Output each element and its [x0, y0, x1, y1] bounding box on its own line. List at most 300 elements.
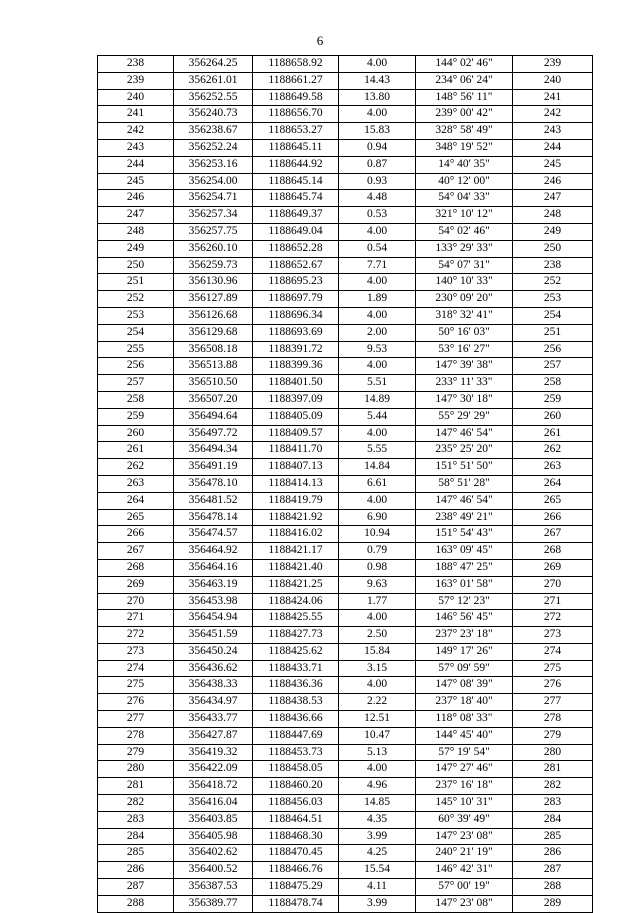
table-row: [98, 559, 593, 576]
y-coordinate-cell: 1188649.04: [253, 223, 339, 240]
point-from-cell: 250: [98, 257, 174, 274]
distance-cell: 14.84: [339, 459, 416, 476]
page-number: 6: [316, 33, 324, 48]
distance-cell: 4.00: [339, 223, 416, 240]
table-row: [98, 627, 593, 644]
y-coordinate-cell: 1188652.67: [253, 257, 339, 274]
x-coordinate-cell: 356126.68: [174, 307, 253, 324]
x-coordinate-cell: 356238.67: [174, 123, 253, 140]
distance-cell: 6.90: [339, 509, 416, 526]
distance-cell: 0.87: [339, 156, 416, 173]
bearing-cell: 147° 08' 39": [416, 677, 513, 694]
point-from-cell: 282: [98, 795, 174, 812]
y-coordinate-cell: 1188416.02: [253, 526, 339, 543]
distance-cell: 2.50: [339, 627, 416, 644]
table-row: [98, 744, 593, 761]
y-coordinate-cell: 1188407.13: [253, 459, 339, 476]
y-coordinate-cell: 1188399.36: [253, 358, 339, 375]
x-coordinate-cell: 356491.19: [174, 459, 253, 476]
x-coordinate-cell: 356494.64: [174, 408, 253, 425]
distance-cell: 4.00: [339, 677, 416, 694]
table-row: [98, 828, 593, 845]
point-from-cell: 266: [98, 526, 174, 543]
distance-cell: 2.22: [339, 694, 416, 711]
y-coordinate-cell: 1188697.79: [253, 291, 339, 308]
distance-cell: 5.55: [339, 442, 416, 459]
x-coordinate-cell: 356436.62: [174, 660, 253, 677]
point-to-cell: 284: [513, 811, 593, 828]
distance-cell: 3.99: [339, 828, 416, 845]
table-row: [98, 375, 593, 392]
x-coordinate-cell: 356478.14: [174, 509, 253, 526]
table-row: [98, 56, 593, 73]
bearing-cell: 348° 19' 52": [416, 139, 513, 156]
point-from-cell: 255: [98, 341, 174, 358]
point-from-cell: 243: [98, 139, 174, 156]
y-coordinate-cell: 1188401.50: [253, 375, 339, 392]
table-row: [98, 274, 593, 291]
bearing-cell: 147° 27' 46": [416, 761, 513, 778]
distance-cell: 4.00: [339, 358, 416, 375]
y-coordinate-cell: 1188658.92: [253, 56, 339, 73]
point-from-cell: 245: [98, 173, 174, 190]
y-coordinate-cell: 1188649.37: [253, 207, 339, 224]
bearing-cell: 60° 39' 49": [416, 811, 513, 828]
point-from-cell: 242: [98, 123, 174, 140]
point-from-cell: 271: [98, 610, 174, 627]
distance-cell: 0.94: [339, 139, 416, 156]
point-to-cell: 273: [513, 627, 593, 644]
y-coordinate-cell: 1188419.79: [253, 492, 339, 509]
distance-cell: 9.53: [339, 341, 416, 358]
table-row: [98, 543, 593, 560]
point-to-cell: 244: [513, 139, 593, 156]
distance-cell: 0.98: [339, 559, 416, 576]
point-from-cell: 269: [98, 576, 174, 593]
x-coordinate-cell: 356257.34: [174, 207, 253, 224]
distance-cell: 4.00: [339, 425, 416, 442]
bearing-cell: 239° 00' 42": [416, 106, 513, 123]
y-coordinate-cell: 1188436.66: [253, 711, 339, 728]
table-row: [98, 358, 593, 375]
bearing-cell: 238° 49' 21": [416, 509, 513, 526]
bearing-cell: 147° 30' 18": [416, 391, 513, 408]
point-from-cell: 276: [98, 694, 174, 711]
point-from-cell: 246: [98, 190, 174, 207]
y-coordinate-cell: 1188649.58: [253, 89, 339, 106]
point-from-cell: 278: [98, 727, 174, 744]
point-to-cell: 247: [513, 190, 593, 207]
bearing-cell: 133° 29' 33": [416, 240, 513, 257]
y-coordinate-cell: 1188456.03: [253, 795, 339, 812]
x-coordinate-cell: 356252.24: [174, 139, 253, 156]
x-coordinate-cell: 356402.62: [174, 845, 253, 862]
point-to-cell: 257: [513, 358, 593, 375]
point-to-cell: 239: [513, 56, 593, 73]
table-row: [98, 509, 593, 526]
point-from-cell: 261: [98, 442, 174, 459]
point-from-cell: 262: [98, 459, 174, 476]
table-row: [98, 240, 593, 257]
distance-cell: 14.43: [339, 72, 416, 89]
x-coordinate-cell: 356389.77: [174, 895, 253, 912]
table-row: [98, 694, 593, 711]
point-to-cell: 280: [513, 744, 593, 761]
distance-cell: 4.96: [339, 778, 416, 795]
table-row: [98, 811, 593, 828]
y-coordinate-cell: 1188421.40: [253, 559, 339, 576]
point-from-cell: 258: [98, 391, 174, 408]
y-coordinate-cell: 1188421.25: [253, 576, 339, 593]
table-row: [98, 526, 593, 543]
y-coordinate-cell: 1188425.55: [253, 610, 339, 627]
y-coordinate-cell: 1188645.74: [253, 190, 339, 207]
x-coordinate-cell: 356253.16: [174, 156, 253, 173]
table-row: [98, 727, 593, 744]
point-from-cell: 254: [98, 324, 174, 341]
point-to-cell: 278: [513, 711, 593, 728]
table-row: [98, 291, 593, 308]
distance-cell: 14.89: [339, 391, 416, 408]
point-from-cell: 273: [98, 643, 174, 660]
y-coordinate-cell: 1188470.45: [253, 845, 339, 862]
x-coordinate-cell: 356464.92: [174, 543, 253, 560]
point-from-cell: 253: [98, 307, 174, 324]
point-from-cell: 267: [98, 543, 174, 560]
x-coordinate-cell: 356513.88: [174, 358, 253, 375]
bearing-cell: 140° 10' 33": [416, 274, 513, 291]
point-to-cell: 251: [513, 324, 593, 341]
point-to-cell: 268: [513, 543, 593, 560]
point-to-cell: 254: [513, 307, 593, 324]
y-coordinate-cell: 1188468.30: [253, 828, 339, 845]
bearing-cell: 57° 00' 19": [416, 879, 513, 896]
y-coordinate-cell: 1188425.62: [253, 643, 339, 660]
point-from-cell: 286: [98, 862, 174, 879]
point-to-cell: 281: [513, 761, 593, 778]
x-coordinate-cell: 356264.25: [174, 56, 253, 73]
point-from-cell: 280: [98, 761, 174, 778]
y-coordinate-cell: 1188475.29: [253, 879, 339, 896]
distance-cell: 4.00: [339, 307, 416, 324]
distance-cell: 4.00: [339, 610, 416, 627]
point-to-cell: 270: [513, 576, 593, 593]
distance-cell: 4.35: [339, 811, 416, 828]
y-coordinate-cell: 1188421.17: [253, 543, 339, 560]
x-coordinate-cell: 356474.57: [174, 526, 253, 543]
distance-cell: 7.71: [339, 257, 416, 274]
bearing-cell: 147° 23' 08": [416, 895, 513, 912]
point-to-cell: 275: [513, 660, 593, 677]
point-to-cell: 262: [513, 442, 593, 459]
table-row: [98, 324, 593, 341]
y-coordinate-cell: 1188645.11: [253, 139, 339, 156]
y-coordinate-cell: 1188656.70: [253, 106, 339, 123]
point-to-cell: 287: [513, 862, 593, 879]
point-from-cell: 248: [98, 223, 174, 240]
bearing-cell: 54° 04' 33": [416, 190, 513, 207]
x-coordinate-cell: 356454.94: [174, 610, 253, 627]
bearing-cell: 57° 09' 59": [416, 660, 513, 677]
table-row: [98, 223, 593, 240]
distance-cell: 0.53: [339, 207, 416, 224]
table-row: [98, 895, 593, 912]
x-coordinate-cell: 356252.55: [174, 89, 253, 106]
y-coordinate-cell: 1188405.09: [253, 408, 339, 425]
table-row: [98, 173, 593, 190]
point-to-cell: 241: [513, 89, 593, 106]
bearing-cell: 151° 51' 50": [416, 459, 513, 476]
point-to-cell: 261: [513, 425, 593, 442]
point-from-cell: 239: [98, 72, 174, 89]
point-to-cell: 242: [513, 106, 593, 123]
point-from-cell: 241: [98, 106, 174, 123]
point-to-cell: 277: [513, 694, 593, 711]
point-from-cell: 251: [98, 274, 174, 291]
table-row: [98, 711, 593, 728]
point-from-cell: 247: [98, 207, 174, 224]
y-coordinate-cell: 1188661.27: [253, 72, 339, 89]
point-from-cell: 264: [98, 492, 174, 509]
y-coordinate-cell: 1188653.27: [253, 123, 339, 140]
point-from-cell: 244: [98, 156, 174, 173]
point-from-cell: 263: [98, 475, 174, 492]
x-coordinate-cell: 356508.18: [174, 341, 253, 358]
y-coordinate-cell: 1188466.76: [253, 862, 339, 879]
bearing-cell: 188° 47' 25": [416, 559, 513, 576]
y-coordinate-cell: 1188693.69: [253, 324, 339, 341]
bearing-cell: 147° 46' 54": [416, 425, 513, 442]
point-to-cell: 250: [513, 240, 593, 257]
x-coordinate-cell: 356463.19: [174, 576, 253, 593]
point-to-cell: 238: [513, 257, 593, 274]
bearing-cell: 144° 45' 40": [416, 727, 513, 744]
distance-cell: 4.25: [339, 845, 416, 862]
bearing-cell: 321° 10' 12": [416, 207, 513, 224]
table-row: [98, 778, 593, 795]
distance-cell: 3.15: [339, 660, 416, 677]
point-to-cell: 265: [513, 492, 593, 509]
point-from-cell: 259: [98, 408, 174, 425]
distance-cell: 0.93: [339, 173, 416, 190]
distance-cell: 6.61: [339, 475, 416, 492]
table-row: [98, 610, 593, 627]
x-coordinate-cell: 356387.53: [174, 879, 253, 896]
x-coordinate-cell: 356405.98: [174, 828, 253, 845]
distance-cell: 14.85: [339, 795, 416, 812]
bearing-cell: 50° 16' 03": [416, 324, 513, 341]
x-coordinate-cell: 356240.73: [174, 106, 253, 123]
bearing-cell: 146° 56' 45": [416, 610, 513, 627]
point-to-cell: 246: [513, 173, 593, 190]
table-row: [98, 576, 593, 593]
bearing-cell: 151° 54' 43": [416, 526, 513, 543]
point-from-cell: 287: [98, 879, 174, 896]
bearing-cell: 318° 32' 41": [416, 307, 513, 324]
table-row: [98, 459, 593, 476]
table-row: [98, 795, 593, 812]
bearing-cell: 145° 10' 31": [416, 795, 513, 812]
x-coordinate-cell: 356416.04: [174, 795, 253, 812]
y-coordinate-cell: 1188458.05: [253, 761, 339, 778]
point-from-cell: 265: [98, 509, 174, 526]
table-row: [98, 862, 593, 879]
point-from-cell: 275: [98, 677, 174, 694]
distance-cell: 4.00: [339, 56, 416, 73]
distance-cell: 10.94: [339, 526, 416, 543]
x-coordinate-cell: 356400.52: [174, 862, 253, 879]
y-coordinate-cell: 1188414.13: [253, 475, 339, 492]
table-row: [98, 207, 593, 224]
distance-cell: 3.99: [339, 895, 416, 912]
table-row: [98, 643, 593, 660]
point-to-cell: 267: [513, 526, 593, 543]
bearing-cell: 234° 06' 24": [416, 72, 513, 89]
bearing-cell: 54° 02' 46": [416, 223, 513, 240]
table-row: [98, 761, 593, 778]
distance-cell: 15.54: [339, 862, 416, 879]
distance-cell: 1.89: [339, 291, 416, 308]
point-to-cell: 288: [513, 879, 593, 896]
point-from-cell: 257: [98, 375, 174, 392]
distance-cell: 4.00: [339, 492, 416, 509]
x-coordinate-cell: 356259.73: [174, 257, 253, 274]
table-row: [98, 492, 593, 509]
distance-cell: 0.79: [339, 543, 416, 560]
x-coordinate-cell: 356260.10: [174, 240, 253, 257]
point-to-cell: 243: [513, 123, 593, 140]
distance-cell: 12.51: [339, 711, 416, 728]
coordinates-table: [97, 55, 593, 913]
bearing-cell: 57° 19' 54": [416, 744, 513, 761]
distance-cell: 15.84: [339, 643, 416, 660]
point-from-cell: 256: [98, 358, 174, 375]
point-from-cell: 281: [98, 778, 174, 795]
point-to-cell: 248: [513, 207, 593, 224]
distance-cell: 9.63: [339, 576, 416, 593]
bearing-cell: 40° 12' 00": [416, 173, 513, 190]
table-row: [98, 139, 593, 156]
point-from-cell: 270: [98, 593, 174, 610]
point-to-cell: 283: [513, 795, 593, 812]
x-coordinate-cell: 356419.32: [174, 744, 253, 761]
y-coordinate-cell: 1188433.71: [253, 660, 339, 677]
table-row: [98, 106, 593, 123]
table-row: [98, 257, 593, 274]
y-coordinate-cell: 1188438.53: [253, 694, 339, 711]
bearing-cell: 118° 08' 33": [416, 711, 513, 728]
bearing-cell: 54° 07' 31": [416, 257, 513, 274]
x-coordinate-cell: 356427.87: [174, 727, 253, 744]
distance-cell: 5.51: [339, 375, 416, 392]
table-row: [98, 879, 593, 896]
distance-cell: 5.44: [339, 408, 416, 425]
distance-cell: 1.77: [339, 593, 416, 610]
point-to-cell: 259: [513, 391, 593, 408]
bearing-cell: 55° 29' 29": [416, 408, 513, 425]
x-coordinate-cell: 356254.00: [174, 173, 253, 190]
x-coordinate-cell: 356129.68: [174, 324, 253, 341]
bearing-cell: 230° 09' 20": [416, 291, 513, 308]
distance-cell: 13.80: [339, 89, 416, 106]
distance-cell: 15.83: [339, 123, 416, 140]
bearing-cell: 233° 11' 33": [416, 375, 513, 392]
point-from-cell: 238: [98, 56, 174, 73]
y-coordinate-cell: 1188421.92: [253, 509, 339, 526]
x-coordinate-cell: 356438.33: [174, 677, 253, 694]
point-to-cell: 264: [513, 475, 593, 492]
point-to-cell: 258: [513, 375, 593, 392]
point-from-cell: 240: [98, 89, 174, 106]
y-coordinate-cell: 1188645.14: [253, 173, 339, 190]
x-coordinate-cell: 356450.24: [174, 643, 253, 660]
x-coordinate-cell: 356130.96: [174, 274, 253, 291]
point-to-cell: 282: [513, 778, 593, 795]
y-coordinate-cell: 1188695.23: [253, 274, 339, 291]
table-row: [98, 307, 593, 324]
bearing-cell: 328° 58' 49": [416, 123, 513, 140]
table-row: [98, 442, 593, 459]
y-coordinate-cell: 1188436.36: [253, 677, 339, 694]
x-coordinate-cell: 356257.75: [174, 223, 253, 240]
distance-cell: 10.47: [339, 727, 416, 744]
point-to-cell: 263: [513, 459, 593, 476]
point-from-cell: 284: [98, 828, 174, 845]
point-to-cell: 285: [513, 828, 593, 845]
distance-cell: 4.48: [339, 190, 416, 207]
table-row: [98, 341, 593, 358]
bearing-cell: 147° 46' 54": [416, 492, 513, 509]
point-to-cell: 249: [513, 223, 593, 240]
point-from-cell: 268: [98, 559, 174, 576]
point-from-cell: 283: [98, 811, 174, 828]
x-coordinate-cell: 356453.98: [174, 593, 253, 610]
bearing-cell: 14° 40' 35": [416, 156, 513, 173]
point-from-cell: 249: [98, 240, 174, 257]
table-body: [98, 56, 593, 913]
bearing-cell: 237° 16' 18": [416, 778, 513, 795]
point-from-cell: 274: [98, 660, 174, 677]
y-coordinate-cell: 1188478.74: [253, 895, 339, 912]
distance-cell: 5.13: [339, 744, 416, 761]
y-coordinate-cell: 1188453.73: [253, 744, 339, 761]
point-to-cell: 256: [513, 341, 593, 358]
x-coordinate-cell: 356422.09: [174, 761, 253, 778]
bearing-cell: 240° 21' 19": [416, 845, 513, 862]
x-coordinate-cell: 356464.16: [174, 559, 253, 576]
x-coordinate-cell: 356481.52: [174, 492, 253, 509]
bearing-cell: 146° 42' 31": [416, 862, 513, 879]
y-coordinate-cell: 1188427.73: [253, 627, 339, 644]
distance-cell: 4.00: [339, 274, 416, 291]
point-from-cell: 288: [98, 895, 174, 912]
table-row: [98, 123, 593, 140]
table-row: [98, 190, 593, 207]
bearing-cell: 237° 18' 40": [416, 694, 513, 711]
bearing-cell: 148° 56' 11": [416, 89, 513, 106]
y-coordinate-cell: 1188424.06: [253, 593, 339, 610]
table-row: [98, 660, 593, 677]
distance-cell: 2.00: [339, 324, 416, 341]
point-to-cell: 266: [513, 509, 593, 526]
y-coordinate-cell: 1188464.51: [253, 811, 339, 828]
x-coordinate-cell: 356507.20: [174, 391, 253, 408]
x-coordinate-cell: 356451.59: [174, 627, 253, 644]
table-row: [98, 677, 593, 694]
point-to-cell: 276: [513, 677, 593, 694]
point-to-cell: 286: [513, 845, 593, 862]
x-coordinate-cell: 356434.97: [174, 694, 253, 711]
